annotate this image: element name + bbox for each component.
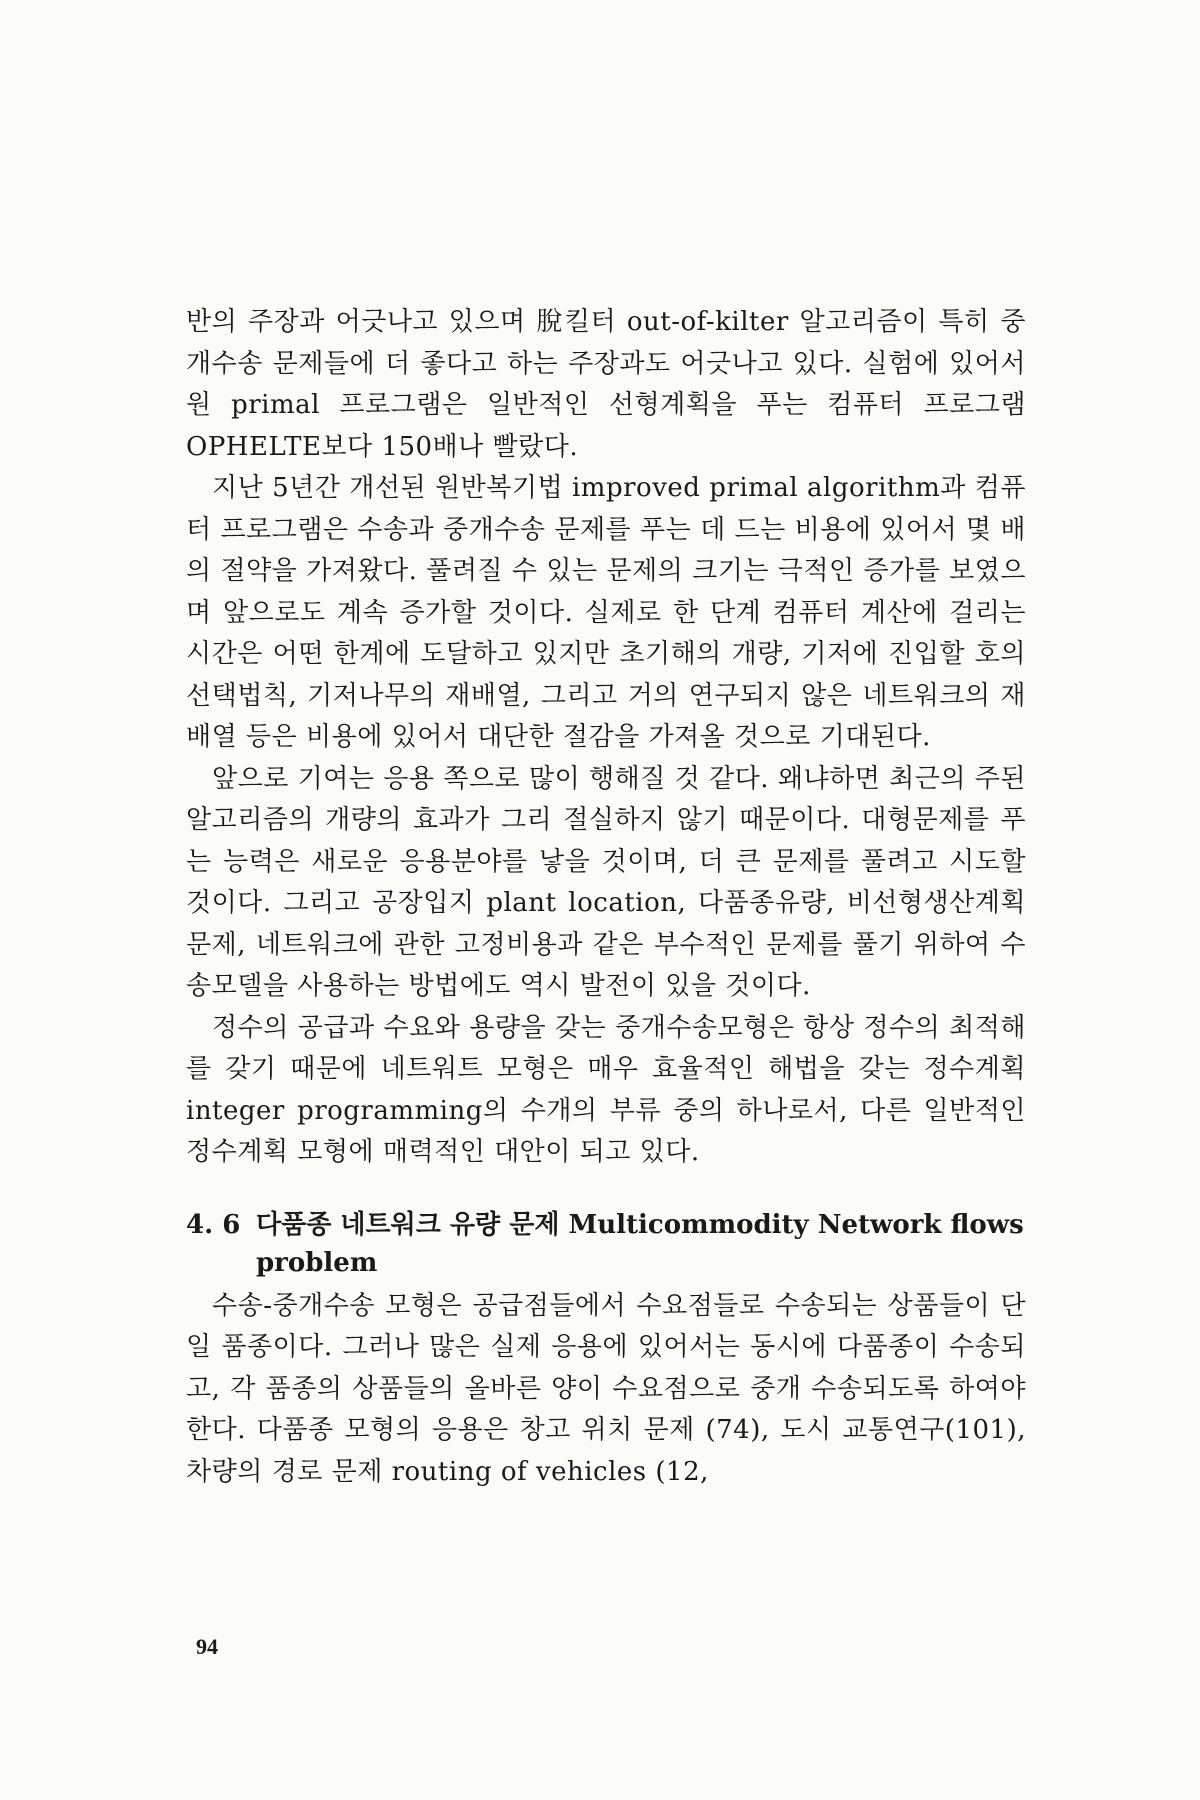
page-number: 94 <box>196 1634 218 1659</box>
body-text <box>186 302 1026 1493</box>
paragraph-3: 앞으로 기여는 응용 쪽으로 많이 행해질 것 같다. 왜냐하면 최근의 주된 알고리즘의 개량의 효과가 그리 절실하지 않기 때문이다. 대형문제를 푸는 능력은 새로운 응용분야를 낳을 것이며, 더 큰 문제를 풀려고 시도할 것이다. 그리고 공장입지 plant location, 다품종유량, 비선형생산계획 문제, 네트워크에 관한 고정비용과 같은 부수적인 문제를 풀기 위하여 수송모델을 사용하는 방법에도 역시 발전이 있을 것이다. <box>186 763 1026 1001</box>
paragraph-5: 수송-중개수송 모형은 공급점들에서 수요점들로 수송되는 상품들이 단일 품종이다. 그러나 많은 실제 응용에 있어서는 동시에 다품종이 수송되고, 각 품종의 상품들의 올바른 양이 수요점으로 중개 수송되도록 하여야 한다. 다품종 모형의 응용은 창고 위치 문제 (74), 도시 교통연구(101), 차량의 경로 문제 routing of vehicles (12, <box>186 1290 1026 1487</box>
section-heading <box>186 1206 1026 1282</box>
paragraph-1: 반의 주장과 어긋나고 있으며 脫킬터 out-of-kilter 알고리즘이 특히 중개수송 문제들에 더 좋다고 하는 주장과도 어긋나고 있다. 실험에 있어서 원 primal 프로그램은 일반적인 선형계획을 푸는 컴퓨터 프로그램 OPHELTE보다 150배나 빨랐다. <box>186 307 1026 462</box>
paragraph-2: 지난 5년간 개선된 원반복기법 improved primal algorithm과 컴퓨터 프로그램은 수송과 중개수송 문제를 푸는 데 드는 비용에 있어서 몇 배의 절약을 가져왔다. 풀려질 수 있는 문제의 크기는 극적인 증가를 보였으며 앞으로도 계속 증가할 것이다. 실제로 한 단계 컴퓨터 계산에 걸리는 시간은 어떤 한계에 도달하고 있지만 초기해의 개량, 기저에 진입할 호의 선택법칙, 기저나무의 재배열, 그리고 거의 연구되지 않은 네트워크의 재배열 등은 비용에 있어서 대단한 절감을 가져올 것으로 기대된다. <box>186 473 1026 752</box>
paragraph-4: 정수의 공급과 수요와 용량을 갖는 중개수송모형은 항상 정수의 최적해를 갖기 때문에 네트워트 모형은 매우 효율적인 해법을 갖는 정수계획 integer programming의 수개의 부류 중의 하나로서, 다른 일반적인 정수계획 모형에 매력적인 대안이 되고 있다. <box>186 1012 1026 1167</box>
section-number: 4. 6 <box>186 1209 241 1240</box>
section-title: 다품종 네트워크 유량 문제 Multicommodity Network flows problem <box>256 1209 1024 1278</box>
